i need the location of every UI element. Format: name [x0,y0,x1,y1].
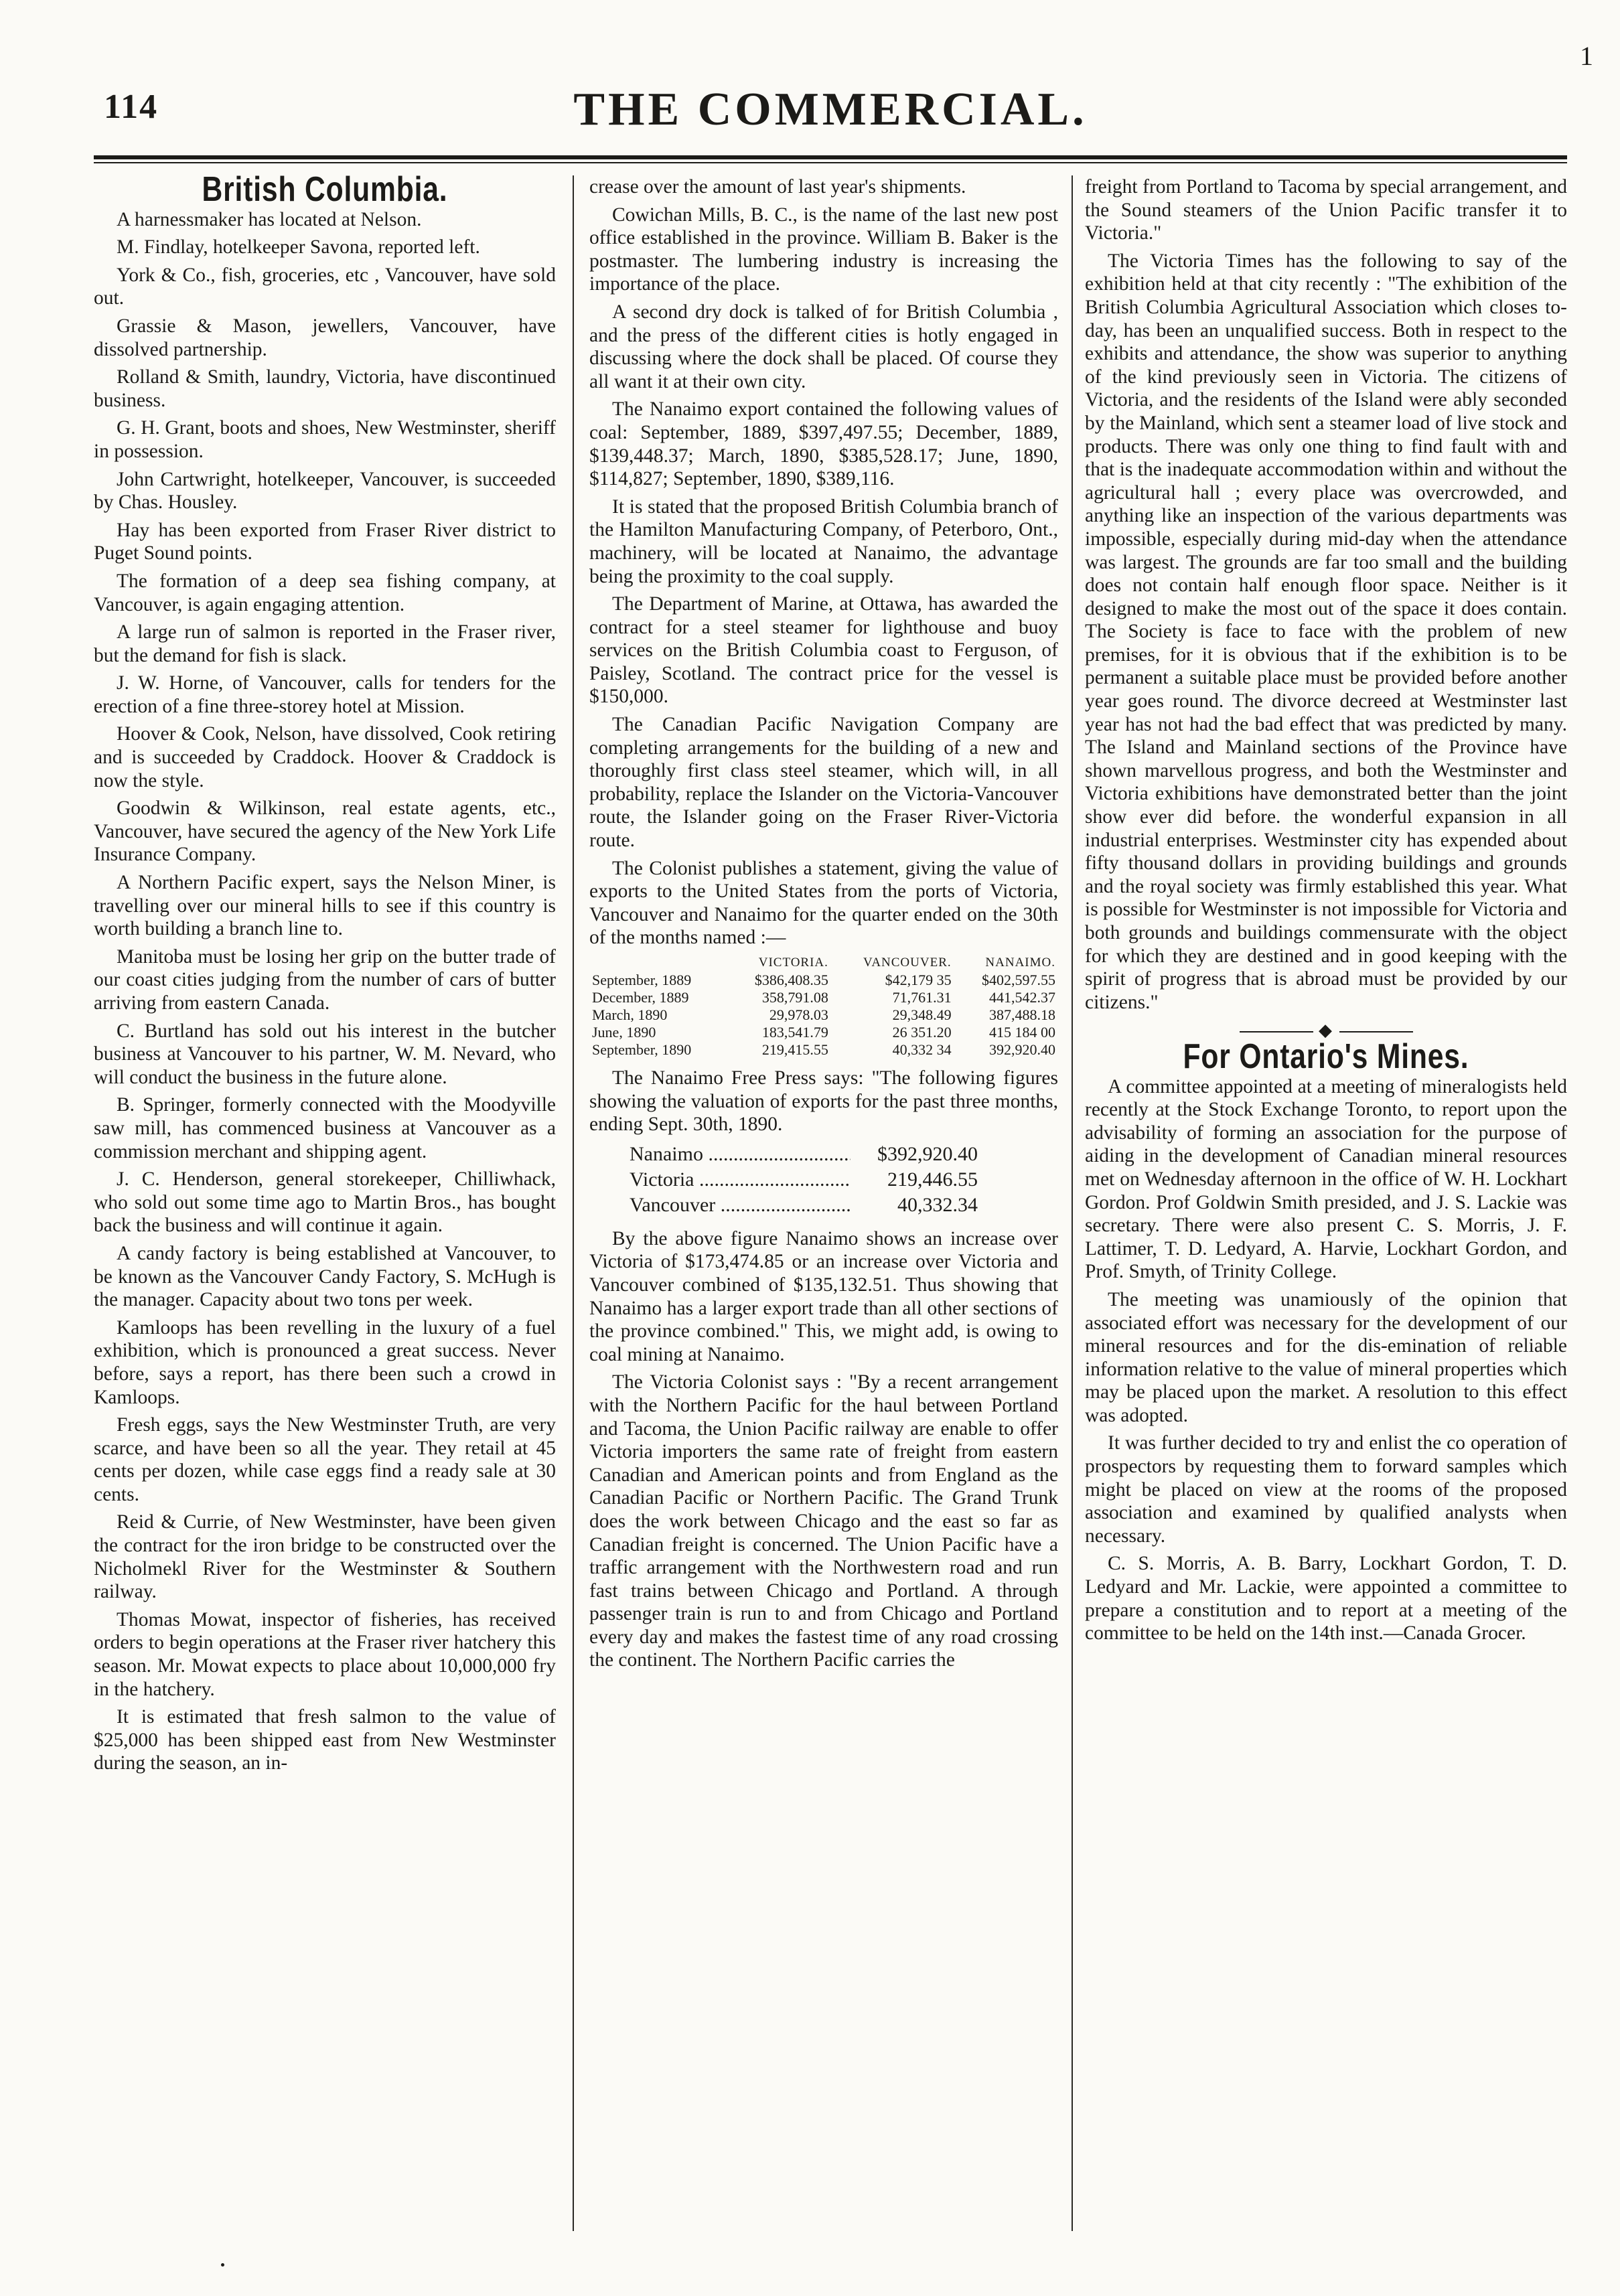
table-cell: 26 351.20 [892,1024,952,1041]
news-item: It was further decided to try and enlist the co operation of prospectors by requesting them to forward samples which might be placed on view at the rooms of the proposed association and examined by qualified analysts when necessary. [1085,1432,1567,1547]
news-item: Goodwin & Wilkinson, real estate agents, etc., Vancouver, have secured the agency of the New York Life Insurance Company. [94,797,556,866]
page-number: 114 [104,88,159,126]
ink-dot [221,2263,224,2267]
table-cell: 392,920.40 [989,1041,1055,1058]
news-item: Kamloops has been revelling in the luxury of a fuel exhibition, which is pronounced a great success. Never before, says a report, has there been such a crowd in Kamloops. [94,1316,556,1408]
news-item: Reid & Currie, of New Westminster, have been given the contract for the iron bridge to be constructed over the Nicholmekl River for the Westminster & Southern railway. [94,1511,556,1603]
news-item: The meeting was unamiously of the opinion that associated effort was necessary for the development of our mineral resources and for the dis-emination of reliable information relative to the value of mineral properties which may be placed upon the market. A resolution to this effect was adopted. [1085,1288,1567,1426]
news-item: Rolland & Smith, laundry, Victoria, have discontinued business. [94,366,556,411]
table-cell: 441,542.37 [989,989,1055,1006]
column-divider [1072,175,1073,2231]
table-cell: $402,597.55 [982,972,1055,988]
valuation-row [630,1193,978,1218]
exports-table [589,954,1058,1059]
news-item: John Cartwright, hotelkeeper, Vancouver, is succeeded by Chas. Housley. [94,468,556,514]
news-item: B. Springer, formerly connected with the Moodyville saw mill, has commenced business at Vancouver as a commission merchant and shipping agent. [94,1094,556,1162]
valuation-port: Nanaimo ..... [630,1142,851,1167]
news-item: Thomas Mowat, inspector of fisheries, has received orders to begin operations at the Fraser river hatchery this season. Mr. Mowat expects to place about 10,000,000 fry in the hatchery. [94,1608,556,1700]
corner-mark: 1 [1580,41,1593,71]
column-3 [1085,175,1567,2236]
section-heading-british-columbia: British Columbia. [202,175,448,209]
table-cell: 358,791.08 [761,989,828,1006]
masthead [94,84,1567,147]
table-cell: June, 1890 [592,1024,656,1041]
valuation-amount: 40,332.34 [897,1193,978,1216]
table-cell: 71,761.31 [892,989,952,1006]
news-item: crease over the amount of last year's shipments. [589,176,966,198]
news-item: The Victoria Colonist says : "By a recent arrangement with the Northern Pacific for the haul between Portland and Tacoma, the Union Pacific railway are enable to offer Victoria importers the same rate of freight from eastern Canadian and American points and from England as the Canadian Pacific or Northern Pacific. The Grand Trunk does the work between Chicago and the east so far as Canadian freight is concerned. The Union Pacific have a traffic arrangement with the Northwestern road and run fast trains between Chicago and Portland. A through passenger train is run to and from Chicago and Portland every day and makes the fastest time of any road crossing the continent. The Northern Pacific carries the [589,1371,1058,1671]
table-cell: 183,541.79 [761,1024,828,1041]
table-row [589,1024,1058,1041]
news-item: A large run of salmon is reported in the Fraser river, but the demand for fish is slack. [94,621,556,666]
news-item: J. C. Henderson, general storekeeper, Chilliwhack, who sold out some time ago to Martin Bros., has bought back the business and will continue it again. [94,1168,556,1237]
news-item: J. W. Horne, of Vancouver, calls for tenders for the erection of a fine three-storey hotel at Mission. [94,672,556,717]
column-1 [94,175,556,2236]
valuation-row [630,1167,978,1193]
section-divider-ornament: ◆ [1085,1019,1567,1043]
table-row [589,972,1058,989]
news-item: A second dry dock is talked of for British Columbia , and the press of the different cities is hotly engaged in discussing where the dock shall be placed. Of course they all want it at their own city. [589,301,1058,392]
news-item: G. H. Grant, boots and shoes, New Westminster, sheriff in possession. [94,417,556,462]
table-row [589,989,1058,1006]
table-header: NANAIMO. [985,955,1055,970]
table-cell: 29,978.03 [769,1006,828,1023]
news-item: A candy factory is being established at Vancouver, to be known as the Vancouver Candy Factory, S. McHugh is the manager. Capacity about two tons per week. [94,1242,556,1311]
table-cell: 387,488.18 [989,1006,1055,1023]
valuation-amount: $392,920.40 [877,1142,978,1165]
table-cell: 40,332 34 [892,1041,952,1058]
news-item: The Victoria Times has the following to say of the exhibition held at that city recently : "The exhibition of the British Columbia Agricultural Association which closes to-day, has been an unqualified success. Both in respect to the exhibits and attendance, the show was superior to anything of the kind previously seen in Victoria. The citizens of Victoria, and the residents of the Island were ably seconded by the Mainland, which sent a steamer load of live stock and products. There was only one thing to find fault with and that is the inadequate accommodation within and without the agricultural hall ; every place was overcrowded, and anything like an inspection of the various departments was impossible, especially during mid-day when the attendance was largest. The grounds are far too small and the building does not contain half enough floor space. Neither is it designed to make the most out of the space it does contain. The Society is face to face with the problem of new premises, for it is obvious that if the exhibition is to be permanent a suitable place must be provided before another year goes round. The divorce decreed at Westminster last year has not had the bad effect that was predicted by many. The Island and Mainland sections of the Province have shown marvellous progress, and both the Westminster and Victoria exhibitions have demonstrated better than the joint show ever did before. the wonderful expansion in all industrial enterprises. Westminster city has expended about fifty thousand dollars in providing buildings and grounds and the royal society was firmly established this year. What is possible for Westminster is not impossible for Victoria and both grounds and buildings commensurate with the object for which they are destined and in good keeping with the spirit of progress that is abroad must be provided by our citizens." [1085,250,1567,1013]
table-header: VICTORIA. [758,955,828,970]
news-item: The Department of Marine, at Ottawa, has awarded the contract for a steel steamer for lighthouse and buoy services on the British Columbia coast to Ferguson, of Paisley, Scotland. The contract price for the vessel is $150,000. [589,593,1058,708]
valuation-port: Vancouver ..... [630,1193,851,1218]
table-header: VANCOUVER. [863,955,952,970]
news-item: The Canadian Pacific Navigation Company are completing arrangements for the building of a new and thoroughly first class steel steamer, which will, in all probability, replace the Islander on the Victoria-Vancouver route, the Islander going on the Fraser River-Victoria route. [589,714,1058,852]
news-item: A harnessmaker has located at Nelson. [117,208,422,230]
table-cell: $42,179 35 [885,972,952,988]
masthead-rule [94,155,1567,159]
news-item: By the above figure Nanaimo shows an increase over Victoria of $173,474.85 or an increase over Victoria and Vancouver combined of $135,132.51. Thus showing that Nanaimo has a larger export trade than all other sections of the province combined." This, we might add, is owing to coal mining at Nanaimo. [589,1227,1058,1365]
masthead-rule-thin [94,162,1567,163]
news-item: Hoover & Cook, Nelson, have dissolved, Cook retiring and is succeeded by Craddock. Hoover & Craddock is now the style. [94,723,556,791]
valuation-amount: 219,446.55 [887,1168,978,1191]
valuation-port: Victoria ..... [630,1167,851,1193]
news-item: C. S. Morris, A. B. Barry, Lockhart Gordon, T. D. Ledyard and Mr. Lackie, were appointed a committee to prepare a constitution and to report at a meeting of the committee to be held on the 14th inst.—Canada Grocer. [1085,1553,1567,1644]
news-item: The Colonist publishes a statement, giving the value of exports to the United States from the ports of Victoria, Vancouver and Nanaimo for the quarter ended on the 30th of the months named :— [589,857,1058,949]
news-item: A Northern Pacific expert, says the Nelson Miner, is travelling over our mineral hills to see if this country is worth building a branch line to. [94,872,556,940]
table-cell: March, 1890 [592,1006,668,1023]
news-item: Fresh eggs, says the New Westminster Truth, are very scarce, and have been so all the year. They retail at 45 cents per dozen, while case eggs find a ready sale at 30 cents. [94,1414,556,1505]
news-item: freight from Portland to Tacoma by special arrangement, and the Sound steamers of the Union Pacific transfer it to Victoria." [1085,176,1567,244]
valuation-list [630,1142,1058,1218]
table-cell: September, 1889 [592,972,692,988]
news-item: A committee appointed at a meeting of mineralogists held recently at the Stock Exchange Toronto, to report upon the advisability of forming an association for the purpose of aiding in the development of Canadian mineral resources met on Wednesday afternoon in the office of W. H. Lockhart Gordon. Prof Goldwin Smith presided, and J. S. Lackie was secretary. There were also present C. S. Morris, J. F. Lattimer, T. D. Ledyard, A. Harvie, Lockhart Gordon, and Prof. Smyth, of Trinity College. [1085,1075,1567,1283]
news-item: M. Findlay, hotelkeeper Savona, reported left. [117,236,480,258]
valuation-row [630,1142,978,1167]
news-item: Grassie & Mason, jewellers, Vancouver, have dissolved partnership. [94,315,556,360]
column-2 [589,175,1058,2236]
news-item: Manitoba must be losing her grip on the butter trade of our coast cities judging from the number of cars of butter arriving from eastern Canada. [94,945,556,1014]
table-cell: $386,408.35 [754,972,828,988]
table-cell: September, 1890 [592,1041,692,1058]
table-cell: 415 184 00 [989,1024,1055,1041]
table-header-row [589,954,1058,972]
table-header [589,954,727,972]
table-row [589,1041,1058,1059]
table-cell: December, 1889 [592,989,689,1006]
newspaper-title: THE COMMERCIAL. [573,84,1088,135]
section-heading-ontario-mines: For Ontario's Mines. [1183,1037,1469,1076]
news-item: It is estimated that fresh salmon to the value of $25,000 has been shipped east from New Westminster during the season, an in- [94,1706,556,1774]
column-divider [573,175,574,2231]
table-cell: 29,348.49 [892,1006,952,1023]
news-item: The formation of a deep sea fishing company, at Vancouver, is again engaging attention. [94,570,556,615]
table-row [589,1006,1058,1024]
news-item: C. Burtland has sold out his interest in the butcher business at Vancouver to his partner, W. M. Nevard, who will conduct the business in the future alone. [94,1020,556,1088]
news-item: York & Co., fish, groceries, etc , Vancouver, have sold out. [94,264,556,309]
table-cell: 219,415.55 [761,1041,828,1058]
news-item: It is stated that the proposed British Columbia branch of the Hamilton Manufacturing Company, of Peterboro, Ont., machinery, will be located at Nanaimo, the advantage being the proximity to the coal supply. [589,495,1058,587]
news-item: Cowichan Mills, B. C., is the name of the last new post office established in the province. William B. Baker is the postmaster. The lumbering industry is increasing the importance of the place. [589,204,1058,295]
news-item: Hay has been exported from Fraser River district to Puget Sound points. [94,519,556,564]
news-item: The Nanaimo export contained the following values of coal: September, 1889, $397,497.55; December, 1889, $139,448.37; March, 1890, $385,528.17; June, 1890, $114,827; September, 1890, $389,116. [589,398,1058,490]
news-item: The Nanaimo Free Press says: "The following figures showing the valuation of exports for the past three months, ending Sept. 30th, 1890. [589,1067,1058,1136]
